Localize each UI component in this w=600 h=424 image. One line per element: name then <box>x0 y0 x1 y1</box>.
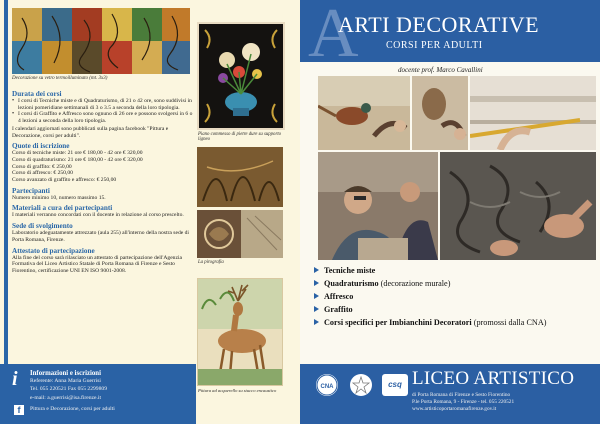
painting-pheasant-photo <box>318 76 410 150</box>
closeup-artwork <box>412 76 468 150</box>
quote-title: Quote di iscrizione <box>12 142 70 151</box>
facebook-icon[interactable]: f <box>14 405 24 415</box>
graffito-artwork <box>440 152 596 260</box>
page-subtitle: CORSI PER ADULTI <box>386 40 483 51</box>
quadraturismo-photo <box>470 76 596 150</box>
pietre-dure-image <box>197 22 285 130</box>
durata-bullet-2: • I corsi di Graffito e Affresco sono ognuno di 26 ore e possono svolgersi in 6 o 4 lezioni a seconda della loro tipologia. <box>12 111 196 124</box>
pheasant-artwork <box>318 76 410 150</box>
partecipanti-title: Partecipanti <box>12 186 50 195</box>
course-item <box>314 277 596 290</box>
durata-bullet-1: • I corsi di Tecniche miste e di Quadraturismo, di 21 o 42 ore, sono suddivisi in lezioni pomeridiane settimanali di 3 o 3.5 a seconda della loro tipologia. <box>12 98 196 111</box>
info-icon: i <box>12 368 18 390</box>
wood-relief-image <box>197 147 283 207</box>
durata-note: I calendari aggiornati sono pubblicati sulla pagina facebook "Pittura e Decorazione, corsi per adulti". <box>12 125 169 139</box>
info-referente: Referente: Anna Maria Guerrisi <box>30 378 101 384</box>
course-name: Quadraturismo <box>324 279 379 288</box>
painting-closeup-photo <box>412 76 468 150</box>
durata-title: Durata dei corsi <box>12 90 62 98</box>
csq-logo: csq <box>382 374 408 396</box>
vase-flowers-artwork <box>199 24 283 128</box>
arrow-right-icon <box>314 306 319 312</box>
info-tel: Tel. 055 220521 Fax 055 2299809 <box>30 386 107 392</box>
mosaic-caption: Decorazione su vetro termoilluminato (mt. 3x3) <box>12 76 108 81</box>
left-accent-bar <box>4 0 8 424</box>
school-website[interactable]: www.artisticoportaromanafirenze.gov.it <box>412 406 497 412</box>
course-note: (promossi dalla CNA) <box>471 318 547 327</box>
glass-mosaic-image <box>12 8 190 74</box>
pyrography-artwork <box>197 210 283 258</box>
decorative-letter: A <box>308 0 359 72</box>
mosaic-pattern <box>12 8 190 74</box>
school-footer <box>300 364 600 424</box>
course-name: Tecniche miste <box>324 266 376 275</box>
materiali-body: I materiali verranno concordati con il docente in relazione al corso prescelto. <box>12 212 184 219</box>
molding-artwork <box>470 76 596 150</box>
right-panel <box>300 0 600 424</box>
pirografia-caption: La pirografia <box>198 260 224 265</box>
deer-artwork <box>198 279 282 385</box>
sede-title: Sede di svolgimento <box>12 222 73 231</box>
emblem-mark <box>350 374 372 396</box>
arrow-right-icon <box>314 319 319 325</box>
info-title: Informazioni e iscrizioni <box>30 370 101 377</box>
quote-line-2: Corso di quadraturismo: 21 ore € 180,00 - 42 ore € 320,00 <box>12 156 143 163</box>
info-column <box>12 87 196 275</box>
graffito-hands-photo <box>440 152 596 260</box>
arrow-right-icon <box>314 280 319 286</box>
course-item <box>314 303 596 316</box>
course-name: Graffito <box>324 305 353 314</box>
republic-emblem <box>350 374 372 396</box>
course-item <box>314 316 596 329</box>
quote-line-5: Corso avanzato di graffito e affresco: € 250,00 <box>12 177 117 184</box>
relief-artwork <box>197 147 283 207</box>
info-facebook[interactable]: Pittura e Decorazione, corsi per adulti <box>30 406 115 412</box>
attestato-body: Alla fine del corso sarà rilasciato un attestato di partecipazione dell'Agenzia Formativa del Liceo Artistico Statale di Porta Romana di Firenze e Sesto Fiorentino, certificazione UNI EN ISO 9001-2008. <box>12 254 182 274</box>
quote-line-3: Corso di graffito: € 250,00 <box>12 163 72 170</box>
deer-caption: Pittura ad acquerello su stucco encaustico <box>198 388 277 393</box>
deer-watercolor-image <box>197 278 283 386</box>
arrow-right-icon <box>314 267 319 273</box>
course-name: Affresco <box>324 292 354 301</box>
svg-text:CNA: CNA <box>320 384 334 390</box>
cna-logo <box>316 374 338 396</box>
cna-logo-mark <box>316 374 338 396</box>
sede-body: Laboratorio adeguatamente attrezzato (aula 255) all'interno della nostra sede di Porta Romana, Firenze. <box>12 230 189 243</box>
course-name: Corsi specifici per Imbianchini Decoratori <box>324 318 472 327</box>
school-subtitle: di Porta Romana di Firenze e Sesto Fiorentino <box>412 392 511 398</box>
course-item <box>314 290 596 303</box>
quote-line-1: Corso di tecniche miste: 21 ore € 180,00 - 42 ore € 320,00 <box>12 150 143 157</box>
school-name: LICEO ARTISTICO <box>412 368 575 389</box>
page-title: ARTI DECORATIVE <box>338 12 540 37</box>
arrow-right-icon <box>314 293 319 299</box>
pirografia-image <box>197 210 283 258</box>
quote-line-4: Corso di affresco: € 250,00 <box>12 170 73 177</box>
attestato-title: Attestato di partecipazione <box>12 246 95 255</box>
info-email[interactable]: e-mail: a.guerrisi@isa.firenze.it <box>30 395 102 401</box>
students-working-photo <box>318 152 438 260</box>
school-address: P.le Porta Romana, 9 - Firenze - tel. 055 220521 <box>412 399 515 405</box>
course-item <box>314 264 596 277</box>
students-artwork <box>318 152 438 260</box>
partecipanti-body: Numero minimo 10, numero massimo 15. <box>12 194 106 201</box>
pietre-dure-caption: Piano commesso di pietre dure su supporto ligneo <box>198 132 282 142</box>
course-list <box>314 264 596 329</box>
teacher-name: docente prof. Marco Cavallini <box>398 66 483 74</box>
materiali-title: Materiali a cura dei partecipanti <box>12 204 113 213</box>
course-note: (decorazione murale) <box>378 279 451 288</box>
contact-info-bar <box>0 364 196 424</box>
